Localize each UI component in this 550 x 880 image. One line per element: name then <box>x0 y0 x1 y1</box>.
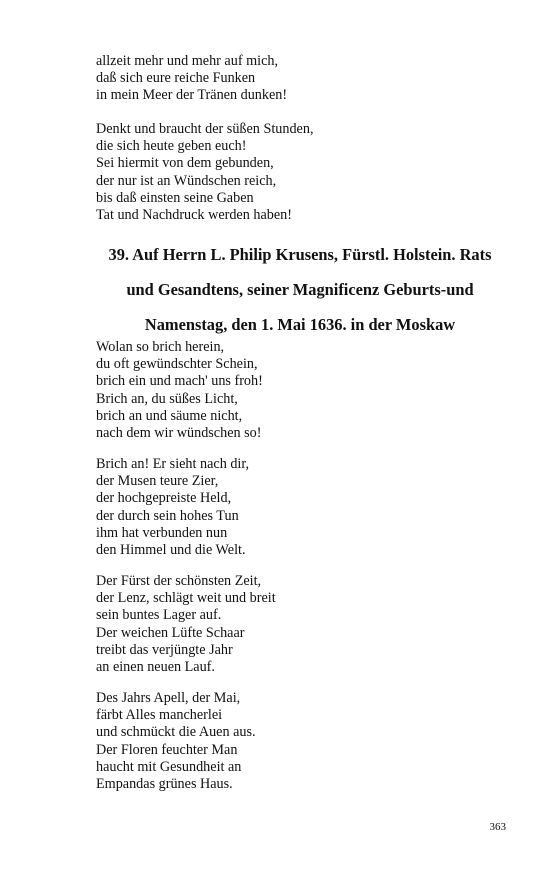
verse-line: nach dem wir wündschen so! <box>96 425 262 442</box>
verse-line: der durch sein hohes Tun <box>96 507 239 524</box>
verse-line: Der weichen Lüfte Schaar <box>96 624 245 641</box>
previous-poem-stanza-1 <box>96 53 516 105</box>
poem-title-line: und Gesandtens, seiner Magnificenz Geburts-und <box>126 280 474 299</box>
poem-title-line: 39. Auf Herrn L. Philip Krusens, Fürstl. Holstein. Rats <box>108 245 492 264</box>
previous-poem-stanza-2 <box>96 121 516 224</box>
poem-stanza-2 <box>96 456 516 559</box>
verse-line: brich ein und mach' uns froh! <box>96 373 263 390</box>
verse-line: bis daß einsten seine Gaben <box>96 189 254 206</box>
verse-line: der nur ist an Wündschen reich, <box>96 172 277 189</box>
verse-line: die sich heute geben euch! <box>96 138 247 155</box>
poem-title-line: Namenstag, den 1. Mai 1636. in der Moskaw <box>144 315 456 334</box>
verse-line: Empandas grünes Haus. <box>96 776 233 793</box>
verse-line: der Musen teure Zier, <box>96 473 219 490</box>
verse-line: daß sich eure reiche Funken <box>96 70 256 87</box>
verse-line: in mein Meer der Tränen dunken! <box>96 87 288 104</box>
verse-line: der hochgepreiste Held, <box>96 490 232 507</box>
verse-line: den Himmel und die Welt. <box>96 542 246 559</box>
verse-line: Sei hiermit von dem gebunden, <box>96 155 274 172</box>
verse-line: haucht mit Gesundheit an <box>96 758 242 775</box>
verse-line: treibt das verjüngte Jahr <box>96 641 233 658</box>
verse-line: und schmückt die Auen aus. <box>96 724 256 741</box>
verse-line: Denkt und braucht der süßen Stunden, <box>96 121 314 137</box>
verse-line: Wolan so brich herein, <box>96 339 225 355</box>
verse-line: Tat und Nachdruck werden haben! <box>96 207 292 224</box>
verse-line: der Lenz, schlägt weit und breit <box>96 590 276 607</box>
page-number: 363 <box>489 821 506 833</box>
verse-line: Brich an, du süßes Licht, <box>96 390 238 407</box>
verse-line: ihm hat verbunden nun <box>96 524 228 541</box>
verse-line: brich an und säume nicht, <box>96 407 243 424</box>
verse-line: Der Fürst der schönsten Zeit, <box>96 573 262 589</box>
poem-title <box>80 237 520 342</box>
poem-stanza-1 <box>96 339 516 442</box>
verse-line: an einen neuen Lauf. <box>96 659 215 676</box>
poem-stanza-4 <box>96 690 516 793</box>
verse-line: färbt Alles mancherlei <box>96 707 223 724</box>
verse-line: Der Floren feuchter Man <box>96 741 238 758</box>
verse-line: Brich an! Er sieht nach dir, <box>96 456 250 472</box>
verse-line: allzeit mehr und mehr auf mich, <box>96 53 279 69</box>
verse-line: du oft gewündschter Schein, <box>96 356 258 373</box>
verse-line: sein buntes Lager auf. <box>96 607 222 624</box>
verse-line: Des Jahrs Apell, der Mai, <box>96 690 241 706</box>
poem-stanza-3 <box>96 573 516 676</box>
